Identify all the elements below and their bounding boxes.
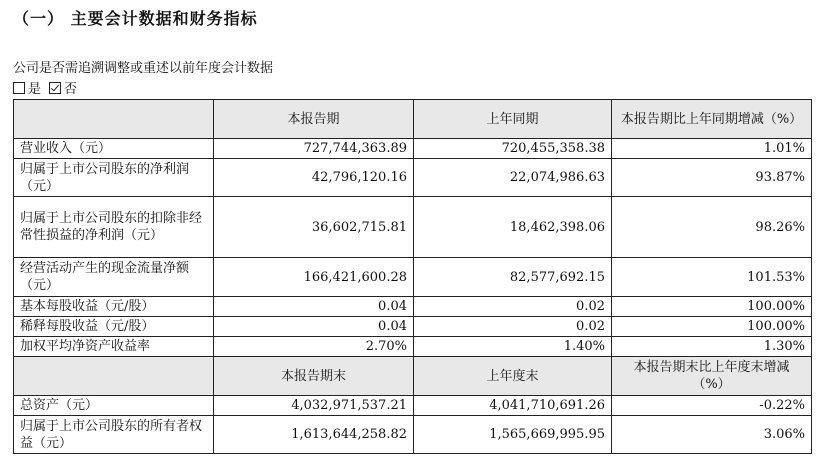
- table-row: [14, 317, 812, 337]
- row-label: 归属于上市公司股东的净利润（元）: [14, 159, 214, 197]
- cell-current: 4,032,971,537.21: [214, 396, 414, 416]
- financial-data-table: [13, 99, 812, 454]
- header-row-2: [14, 357, 812, 396]
- row-label: 总资产（元）: [14, 396, 214, 416]
- option-no-label: 否: [64, 82, 78, 97]
- row-label: 加权平均净资产收益率: [14, 337, 214, 357]
- restatement-options: [13, 78, 85, 97]
- row-label: 归属于上市公司股东的扣除非经常性损益的净利润（元）: [14, 197, 214, 258]
- row-label: 营业收入（元）: [14, 139, 214, 159]
- col-header-change: 本报告期比上年同期增减（%）: [612, 100, 812, 139]
- section-heading: （一） 主要会计数据和财务指标: [13, 9, 258, 28]
- header-corner-1: [14, 100, 214, 139]
- col-header-prior-year-end: 上年度末: [414, 357, 612, 396]
- table-row: [14, 197, 812, 258]
- cell-current: 166,421,600.28: [214, 258, 414, 297]
- cell-current: 0.04: [214, 317, 414, 337]
- cell-change: -0.22%: [612, 396, 812, 416]
- row-label: 基本每股收益（元/股）: [14, 297, 214, 317]
- cell-prior: 0.02: [414, 297, 612, 317]
- table-row: [14, 297, 812, 317]
- cell-change: 100.00%: [612, 317, 812, 337]
- cell-prior: 22,074,986.63: [414, 159, 612, 197]
- option-yes-label: 是: [28, 82, 42, 97]
- table-row: [14, 258, 812, 297]
- cell-change: 3.06%: [612, 416, 812, 454]
- cell-change: 100.00%: [612, 297, 812, 317]
- cell-prior: 1.40%: [414, 337, 612, 357]
- checkbox-yes[interactable]: [13, 82, 25, 94]
- option-yes[interactable]: [13, 78, 41, 97]
- table-row: [14, 337, 812, 357]
- cell-current: 1,613,644,258.82: [214, 416, 414, 454]
- col-header-change-end: 本报告期末比上年度末增减（%）: [612, 357, 812, 396]
- col-header-current-period: 本报告期: [214, 100, 414, 139]
- option-no[interactable]: [49, 78, 77, 97]
- cell-change: 1.01%: [612, 139, 812, 159]
- col-header-prior-period: 上年同期: [414, 100, 612, 139]
- header-row-1: [14, 100, 812, 139]
- restatement-question: 公司是否需追溯调整或重述以前年度会计数据: [13, 61, 274, 76]
- cell-change: 93.87%: [612, 159, 812, 197]
- col-header-period-end: 本报告期末: [214, 357, 414, 396]
- cell-prior: 1,565,669,995.95: [414, 416, 612, 454]
- row-label: 归属于上市公司股东的所有者权益（元）: [14, 416, 214, 454]
- cell-prior: 0.02: [414, 317, 612, 337]
- cell-current: 36,602,715.81: [214, 197, 414, 258]
- cell-current: 42,796,120.16: [214, 159, 414, 197]
- header-corner-2: [14, 357, 214, 396]
- table-row: [14, 416, 812, 454]
- table-row: [14, 139, 812, 159]
- cell-prior: 18,462,398.06: [414, 197, 612, 258]
- checkbox-no-checked[interactable]: [49, 82, 61, 94]
- cell-prior: 82,577,692.15: [414, 258, 612, 297]
- cell-change: 98.26%: [612, 197, 812, 258]
- cell-change: 1.30%: [612, 337, 812, 357]
- cell-change: 101.53%: [612, 258, 812, 297]
- table-row: [14, 396, 812, 416]
- row-label: 经营活动产生的现金流量净额（元）: [14, 258, 214, 297]
- cell-prior: 4,041,710,691.26: [414, 396, 612, 416]
- cell-current: 2.70%: [214, 337, 414, 357]
- table-row: [14, 159, 812, 197]
- cell-current: 0.04: [214, 297, 414, 317]
- cell-prior: 720,455,358.38: [414, 139, 612, 159]
- row-label: 稀释每股收益（元/股）: [14, 317, 214, 337]
- cell-current: 727,744,363.89: [214, 139, 414, 159]
